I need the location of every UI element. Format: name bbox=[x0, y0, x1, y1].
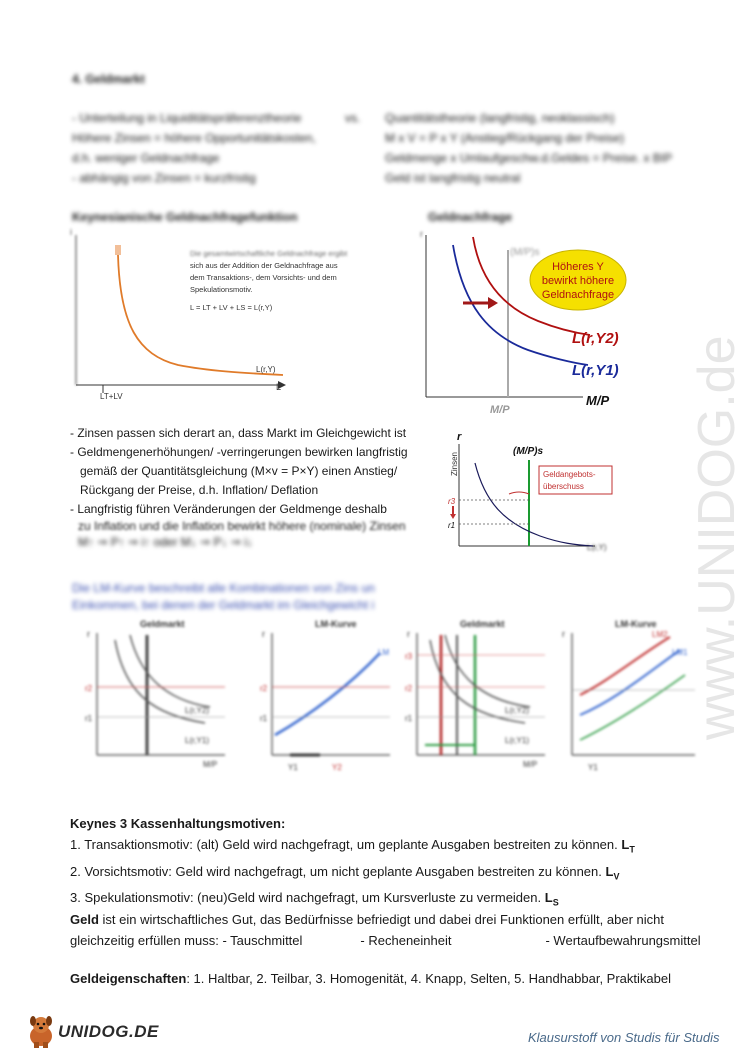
svg-text:Geldmarkt: Geldmarkt bbox=[460, 619, 505, 629]
chart3-y-label: r bbox=[457, 431, 462, 443]
chart2-y-label: r bbox=[420, 229, 423, 239]
chart1-x-label: L bbox=[276, 382, 282, 392]
lm-panels bbox=[85, 615, 695, 785]
svg-text:LM1: LM1 bbox=[672, 648, 688, 657]
lm-text bbox=[72, 580, 375, 614]
bullet-line: zu Inflation und die Inflation bewirkt höhere (nominale) Zinsen bbox=[78, 519, 406, 533]
svg-text:Y2: Y2 bbox=[332, 763, 342, 772]
chart1-note-line: dem Transaktions-, dem Vorsichts- und dem bbox=[190, 273, 337, 282]
logo-text: UNIDOG.DE bbox=[58, 1022, 159, 1041]
svg-text:LM-Kurve: LM-Kurve bbox=[615, 619, 657, 629]
chart3-curve-label: L(r,Y) bbox=[587, 543, 607, 552]
chart1-note-line: Die gesamtwirtschaftliche Geldnachfrage ergibt bbox=[190, 249, 348, 258]
chart1-x-tick: LT+LV bbox=[100, 392, 123, 401]
svg-text:L(r,Y2): L(r,Y2) bbox=[185, 706, 210, 715]
intro-vs: vs. bbox=[345, 111, 361, 125]
lm-panel-geldmarkt-2 bbox=[405, 619, 545, 769]
lm-panel-lm-1 bbox=[260, 619, 390, 772]
chart2-curve-upper-label: L(r,Y2) bbox=[572, 330, 619, 347]
keynes-item-symbol: L bbox=[621, 837, 630, 852]
intro-right-line: M x V = P x Y (Anstieg/Rückgang der Preise) bbox=[385, 131, 625, 145]
chart3-box-line: Geldangebots- bbox=[543, 470, 596, 479]
chart1-note-line: Spekulationsmotiv. bbox=[190, 285, 253, 294]
chart3-r3: r3 bbox=[448, 497, 456, 506]
intro-left bbox=[72, 108, 316, 188]
svg-text:r: r bbox=[262, 629, 265, 639]
svg-text:M/P: M/P bbox=[203, 760, 218, 769]
chart3-y-text: Zinsen bbox=[450, 451, 459, 476]
keynes-item-symbol: L bbox=[544, 890, 553, 906]
intro-left-line: - Unterteilung in Liquiditätspräferenztheorie bbox=[72, 111, 302, 125]
svg-text:r1: r1 bbox=[405, 714, 413, 723]
svg-text:L(r,Y1): L(r,Y1) bbox=[505, 736, 530, 745]
svg-text:L(r,Y1): L(r,Y1) bbox=[185, 736, 210, 745]
svg-text:r: r bbox=[407, 629, 410, 639]
lm-panel-title: Geldmarkt bbox=[140, 619, 185, 629]
chart2-bubble-line: Geldnachfrage bbox=[541, 289, 615, 301]
intro-right-line: Quantitätstheorie (langfristig, neoklassisch) bbox=[385, 111, 615, 125]
intro-right-line: Geld ist langfristig neutral bbox=[385, 171, 521, 185]
keynes-title: Keynes 3 Kassenhaltungsmotiven: bbox=[70, 816, 286, 831]
keynes-item-text: 3. Spekulationsmotiv: (neu)Geld wird nachgefragt, um Kursverluste zu vermeiden. bbox=[70, 890, 542, 906]
watermark-text bbox=[690, 270, 750, 750]
chart3-excess-supply bbox=[445, 428, 630, 560]
svg-text:r: r bbox=[87, 629, 90, 639]
svg-text:r1: r1 bbox=[85, 714, 93, 723]
geld-line-1 bbox=[70, 909, 701, 930]
keynes-item bbox=[70, 834, 635, 861]
geld-block bbox=[70, 909, 701, 951]
bullet-line: - Zinsen passen sich derart an, dass Markt im Gleichgewicht ist bbox=[70, 426, 407, 440]
geld-function-1: gleichzeitig erfüllen muss: - Tauschmittel bbox=[70, 933, 303, 948]
bullet-line: Rückgang der Preise, d.h. Inflation/ Deflation bbox=[80, 483, 319, 497]
dog-icon bbox=[22, 1012, 60, 1050]
bullet-block bbox=[70, 424, 408, 551]
lm-panel-geldmarkt-1 bbox=[85, 619, 225, 769]
keynes-block bbox=[70, 813, 635, 914]
footer-logo[interactable] bbox=[22, 1012, 159, 1052]
chart1-formula: L = LT + LV + LS = L(r,Y) bbox=[190, 303, 273, 312]
svg-text:Y1: Y1 bbox=[588, 763, 598, 772]
svg-text:r2: r2 bbox=[405, 684, 413, 693]
svg-text:r: r bbox=[562, 629, 565, 639]
chart3-r1: r1 bbox=[448, 521, 456, 530]
chart3-supply-label: (M/P)s bbox=[513, 446, 543, 457]
chart2-title: Geldnachfrage bbox=[428, 210, 513, 224]
svg-text:r2: r2 bbox=[260, 684, 268, 693]
svg-text:M/P: M/P bbox=[523, 760, 538, 769]
geld-function-3: - Wertaufbewahrungsmittel bbox=[545, 933, 701, 948]
chart2-x-label: M/P bbox=[586, 393, 610, 408]
lm-text-line: Einkommen, bei denen der Geldmarkt im Gleichgewicht i bbox=[72, 598, 375, 612]
eigenschaften-bold: Geldeigenschaften bbox=[70, 971, 187, 986]
section-title: 4. Geldmarkt bbox=[72, 72, 145, 86]
chart2-money-demand bbox=[418, 225, 628, 420]
keynes-item bbox=[70, 861, 635, 888]
chart1-note-line: sich aus der Addition der Geldnachfrage aus bbox=[190, 261, 338, 270]
bullet-line: - Langfristig führen Veränderungen der Geldmenge deshalb bbox=[70, 502, 387, 516]
chart1-keynes-demand bbox=[68, 225, 348, 405]
keynes-item-symbol: L bbox=[605, 863, 614, 879]
keynes-item-text: 2. Vorsichtsmotiv: Geld wird nachgefragt, um nicht geplante Ausgaben bestreiten zu können. bbox=[70, 863, 602, 879]
keynes-item-sub: S bbox=[552, 897, 559, 908]
chart1-y-label: i bbox=[70, 227, 72, 237]
lm-panel-lm-2 bbox=[562, 619, 695, 772]
bullet-formula: M↑ ⇒ P↑ ⇒ i↑ oder M↓ ⇒ P↓ ⇒ i↓ bbox=[78, 535, 253, 549]
keynes-item-sub: V bbox=[613, 871, 620, 882]
chart1-curve-label: L(r,Y) bbox=[256, 365, 276, 374]
eigenschaften-text: : 1. Haltbar, 2. Teilbar, 3. Homogenität, 4. Knapp, Selten, 5. Handhabbar, Praktikabel bbox=[186, 971, 671, 986]
lm-text-line: Die LM-Kurve beschreibt alle Kombinationen von Zins un bbox=[72, 581, 375, 595]
svg-text:www.UNIDOG.de: www.UNIDOG.de bbox=[688, 335, 746, 740]
svg-text:r1: r1 bbox=[260, 714, 268, 723]
chart3-box-line: überschuss bbox=[543, 482, 584, 491]
svg-text:LM: LM bbox=[378, 648, 390, 657]
intro-right-line: Geldmenge x Umlaufgeschw.d.Geldes = Preise. x BIP bbox=[385, 151, 673, 165]
eigenschaften-line bbox=[70, 968, 671, 989]
intro-right bbox=[385, 108, 672, 188]
chart2-bubble-line: bewirkt höhere bbox=[541, 275, 615, 287]
bullet-line: - Geldmengenerhöhungen/ -verringerungen bewirken langfristig bbox=[70, 445, 408, 459]
chart2-bubble-line: Höheres Y bbox=[552, 261, 604, 273]
geld-line-1-text: ist ein wirtschaftliches Gut, das Bedürfnisse befriedigt und dabei drei Funktionen erfüllt, aber nicht bbox=[98, 912, 664, 927]
geld-line-2 bbox=[70, 930, 701, 951]
keynes-item-text: 1. Transaktionsmotiv: (alt) Geld wird nachgefragt, um geplante Ausgaben bestreiten zu können. bbox=[70, 837, 618, 852]
footer-slogan: Klausurstoff von Studis für Studis bbox=[528, 1030, 720, 1045]
svg-text:r2: r2 bbox=[85, 684, 93, 693]
intro-left-line: d.h. weniger Geldnachfrage bbox=[72, 151, 220, 165]
chart2-curve-lower-label: L(r,Y1) bbox=[572, 362, 619, 379]
geld-bold: Geld bbox=[70, 912, 99, 927]
chart2-x-tick: M/P bbox=[490, 404, 510, 416]
intro-left-line: - abhängig von Zinsen = kurzfristig bbox=[72, 171, 256, 185]
svg-text:L(r,Y2): L(r,Y2) bbox=[505, 706, 530, 715]
chart1-title: Keynesianische Geldnachfragefunktion bbox=[72, 210, 298, 224]
svg-text:r3: r3 bbox=[405, 652, 413, 661]
svg-text:LM2: LM2 bbox=[652, 630, 668, 639]
intro-left-line: Höhere Zinsen = höhere Opportunitätskosten, bbox=[72, 131, 316, 145]
geld-function-2: - Recheneinheit bbox=[360, 933, 452, 948]
chart2-supply-label: (M/P)s bbox=[510, 247, 540, 258]
keynes-item-sub: T bbox=[629, 844, 635, 855]
bullet-line: gemäß der Quantitätsgleichung (M×v = P×Y) einen Anstieg/ bbox=[80, 464, 398, 478]
svg-text:Y1: Y1 bbox=[288, 763, 298, 772]
svg-text:LM-Kurve: LM-Kurve bbox=[315, 619, 357, 629]
